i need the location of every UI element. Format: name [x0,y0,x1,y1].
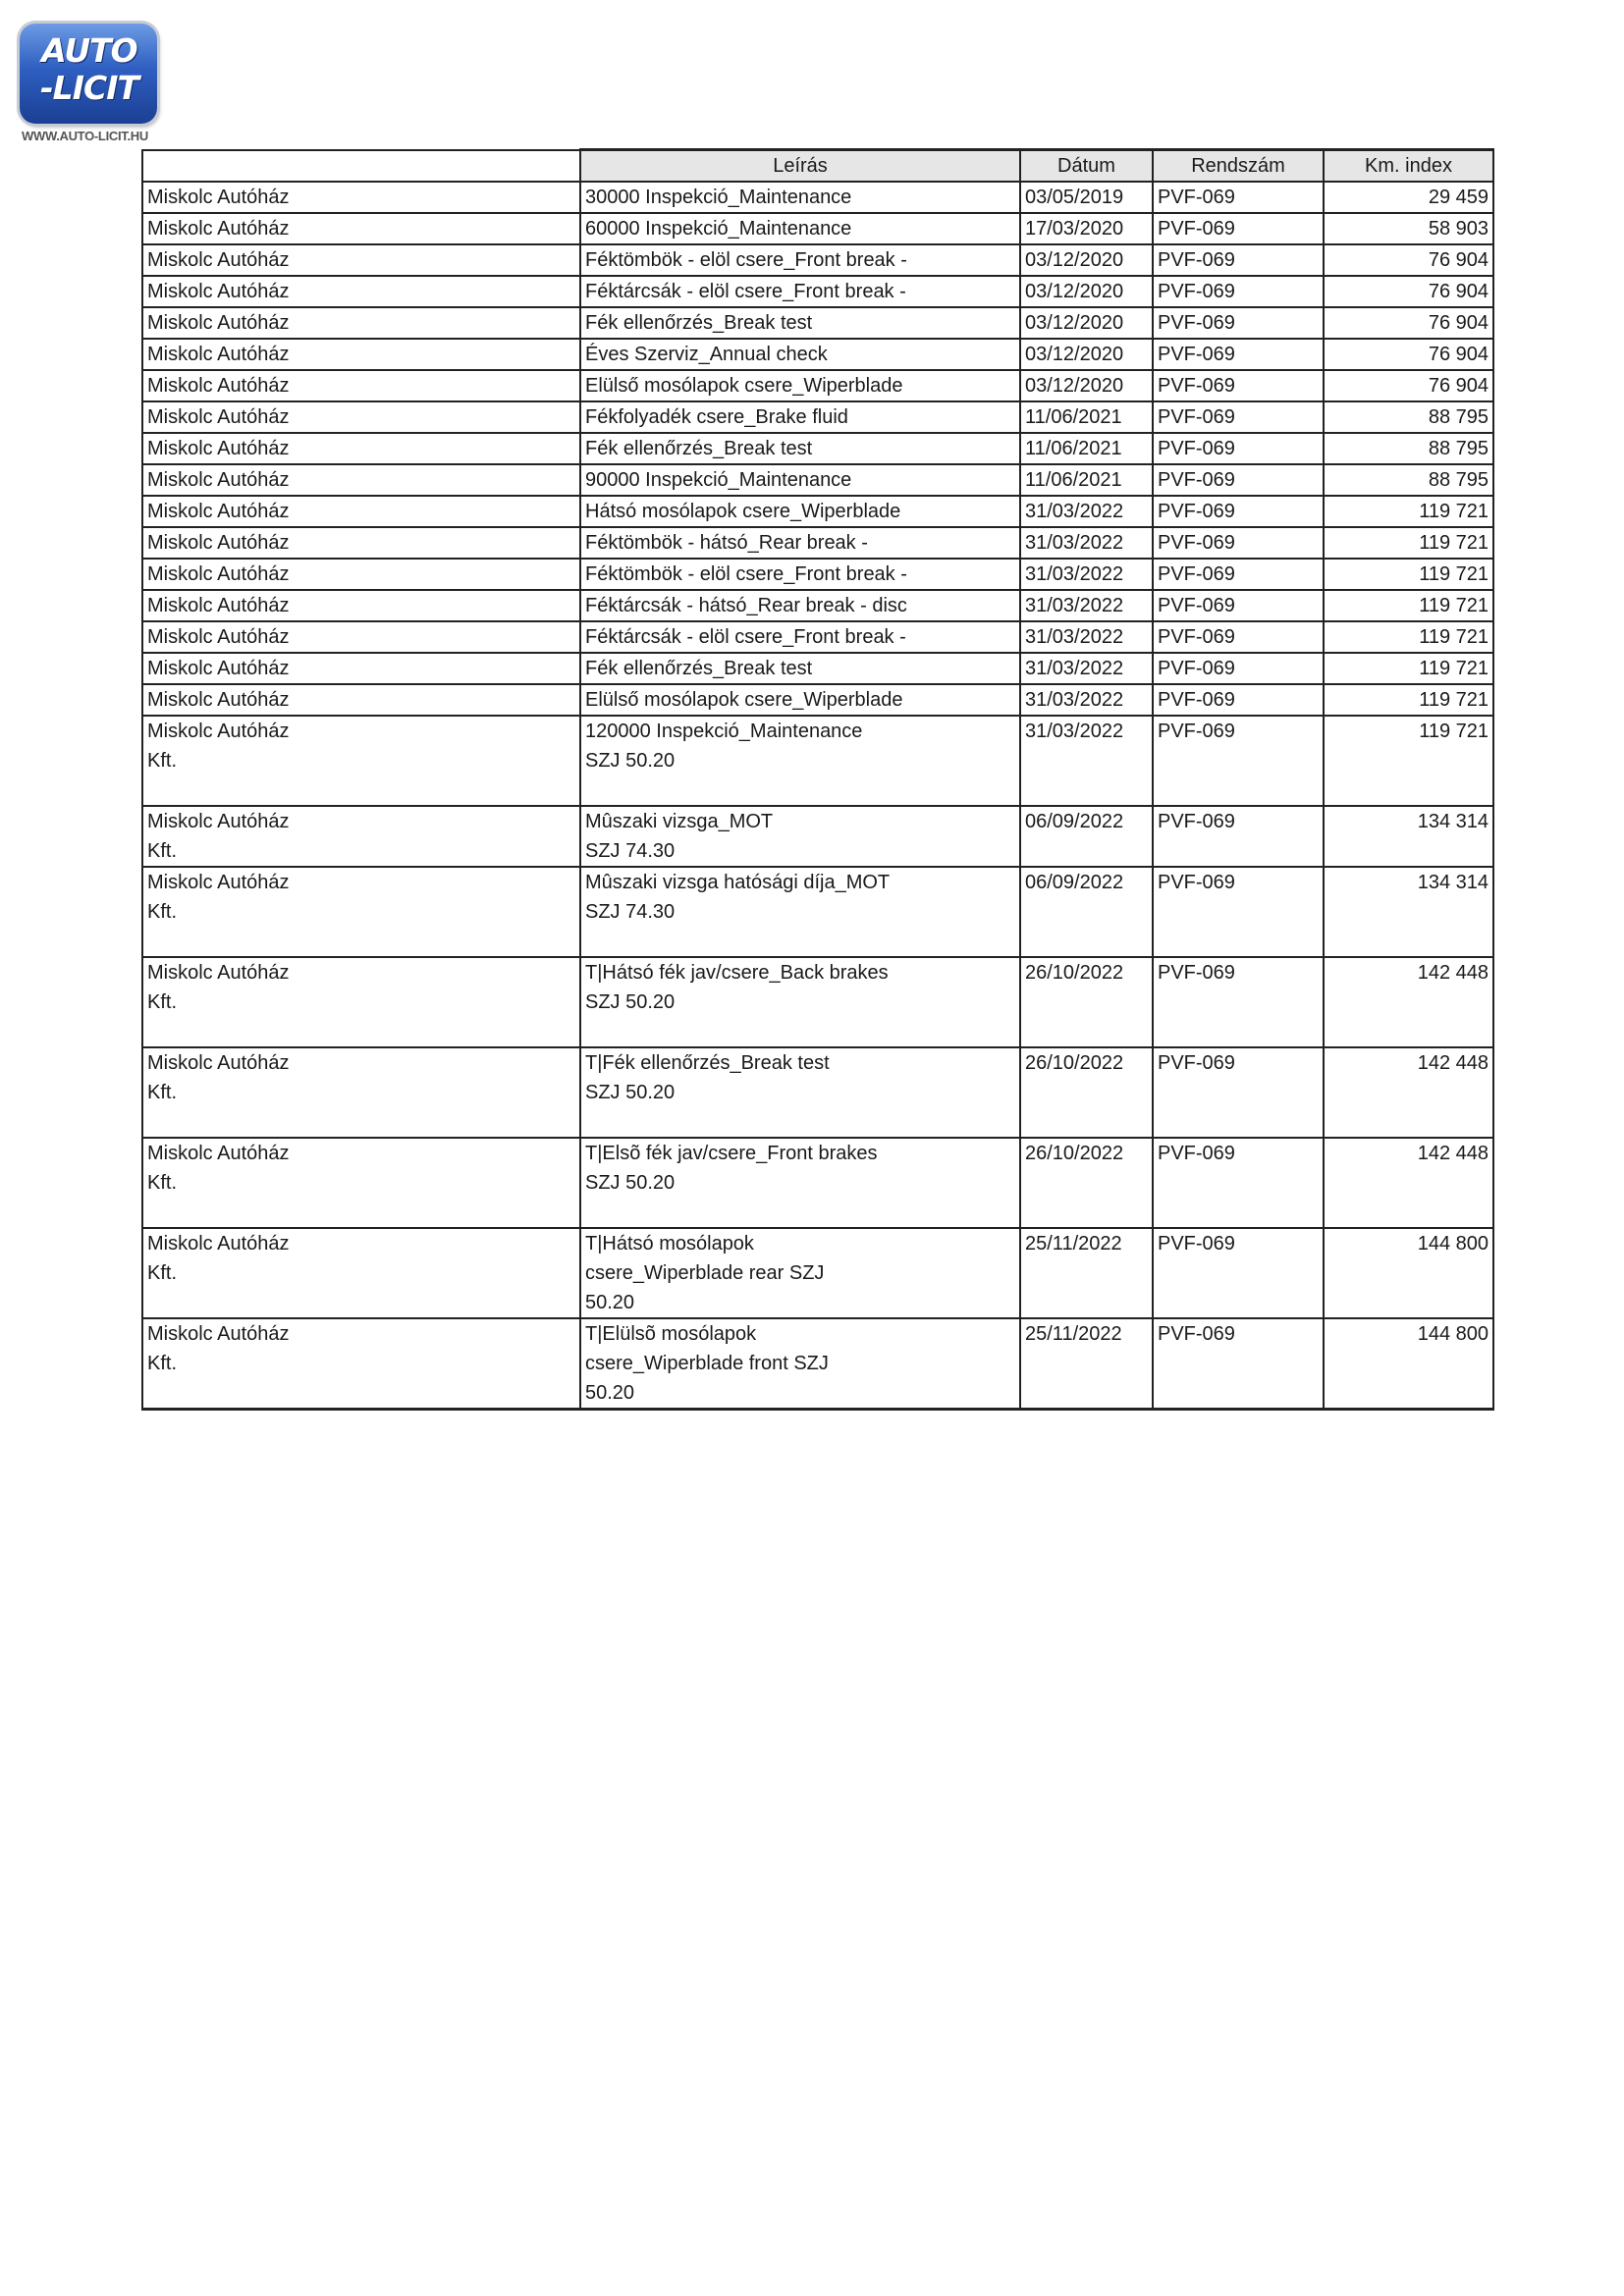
cell-plate: PVF-069 [1153,716,1324,806]
cell-workshop-line: Miskolc Autóház [147,375,290,397]
cell-workshop-line: Miskolc Autóház [147,532,290,554]
cell-description-line: csere_Wiperblade front SZJ [585,1353,829,1374]
cell-plate: PVF-069 [1153,559,1324,590]
header-plate: Rendszám [1153,150,1324,183]
cell-km-index: 134 314 [1324,867,1493,957]
cell-description-line: SZJ 50.20 [585,750,676,772]
cell-km-index: 119 721 [1324,653,1493,684]
auto-licit-logo [20,24,161,128]
cell-km-index: 88 795 [1324,464,1493,496]
cell-description-line: Fék ellenőrzés_Break test [585,658,813,679]
cell-workshop-line: Kft. [147,1262,178,1284]
cell-workshop-line: Kft. [147,1082,178,1103]
cell-description [580,464,1020,496]
table-row [142,244,1493,276]
cell-plate: PVF-069 [1153,1318,1324,1410]
table-row [142,806,1493,867]
cell-km-index: 88 795 [1324,401,1493,433]
cell-workshop [142,653,580,684]
cell-description [580,213,1020,244]
cell-km-index: 119 721 [1324,716,1493,806]
cell-description-line: Hátsó mosólapok csere_Wiperblade [585,501,901,522]
table-row [142,213,1493,244]
cell-description-line: Féktömbök - elöl csere_Front break - [585,249,907,271]
table-row [142,401,1493,433]
cell-description-line: 120000 Inspekció_Maintenance [585,721,863,742]
cell-plate: PVF-069 [1153,653,1324,684]
cell-workshop-line: Miskolc Autóház [147,1323,290,1345]
table-row [142,1318,1493,1410]
cell-workshop [142,496,580,527]
cell-description-line: Féktömbök - hátsó_Rear break - [585,532,868,554]
cell-plate: PVF-069 [1153,527,1324,559]
cell-km-index: 76 904 [1324,339,1493,370]
cell-description-line: SZJ 74.30 [585,840,676,862]
header-km-index: Km. index [1324,150,1493,183]
cell-description [580,370,1020,401]
cell-plate: PVF-069 [1153,244,1324,276]
cell-workshop [142,1318,580,1410]
cell-description-line: T|Fék ellenőrzés_Break test [585,1052,830,1074]
cell-description-line: Elülső mosólapok csere_Wiperblade [585,689,903,711]
cell-description-line: Fék ellenőrzés_Break test [585,312,813,334]
cell-plate: PVF-069 [1153,401,1324,433]
cell-workshop [142,307,580,339]
cell-description-line: Elülső mosólapok csere_Wiperblade [585,375,903,397]
cell-date: 25/11/2022 [1020,1318,1153,1410]
table-row [142,1138,1493,1228]
cell-plate: PVF-069 [1153,1138,1324,1228]
cell-description-line: T|Hátsó mosólapok [585,1233,754,1255]
header-description: Leírás [580,150,1020,183]
table-row [142,307,1493,339]
cell-workshop [142,867,580,957]
cell-description [580,653,1020,684]
cell-date: 31/03/2022 [1020,590,1153,621]
cell-workshop [142,182,580,213]
table-header-row [142,150,1493,183]
cell-workshop-line: Miskolc Autóház [147,312,290,334]
cell-km-index: 76 904 [1324,307,1493,339]
cell-description [580,1228,1020,1318]
cell-km-index: 119 721 [1324,621,1493,653]
table-row [142,684,1493,716]
cell-workshop [142,684,580,716]
cell-description-line: SZJ 50.20 [585,991,676,1013]
cell-plate: PVF-069 [1153,867,1324,957]
cell-km-index: 76 904 [1324,244,1493,276]
cell-description-line: SZJ 50.20 [585,1172,676,1194]
table-row [142,370,1493,401]
cell-workshop-line: Miskolc Autóház [147,689,290,711]
cell-date: 31/03/2022 [1020,653,1153,684]
cell-plate: PVF-069 [1153,684,1324,716]
cell-date: 26/10/2022 [1020,957,1153,1047]
cell-km-index: 119 721 [1324,684,1493,716]
cell-plate: PVF-069 [1153,590,1324,621]
cell-workshop-line: Kft. [147,991,178,1013]
cell-description [580,806,1020,867]
cell-description [580,182,1020,213]
cell-description-line: Fékfolyadék csere_Brake fluid [585,406,848,428]
cell-description [580,957,1020,1047]
cell-workshop [142,276,580,307]
cell-date: 03/05/2019 [1020,182,1153,213]
cell-km-index: 144 800 [1324,1318,1493,1410]
cell-description [580,621,1020,653]
cell-workshop [142,433,580,464]
cell-workshop-line: Miskolc Autóház [147,872,290,893]
cell-workshop [142,339,580,370]
header-workshop [142,150,580,183]
cell-description-line: Éves Szerviz_Annual check [585,344,828,365]
table-body [142,182,1493,1410]
cell-description [580,244,1020,276]
cell-km-index: 119 721 [1324,559,1493,590]
cell-workshop [142,621,580,653]
table-row [142,559,1493,590]
table-row [142,527,1493,559]
cell-km-index: 76 904 [1324,276,1493,307]
cell-plate: PVF-069 [1153,370,1324,401]
cell-workshop [142,1047,580,1138]
cell-workshop-line: Miskolc Autóház [147,344,290,365]
cell-description [580,527,1020,559]
cell-plate: PVF-069 [1153,464,1324,496]
cell-workshop [142,401,580,433]
cell-workshop-line: Miskolc Autóház [147,249,290,271]
cell-date: 31/03/2022 [1020,621,1153,653]
cell-date: 31/03/2022 [1020,716,1153,806]
cell-workshop-line: Kft. [147,750,178,772]
cell-workshop-line: Miskolc Autóház [147,1233,290,1255]
cell-date: 25/11/2022 [1020,1228,1153,1318]
cell-km-index: 142 448 [1324,1047,1493,1138]
cell-description [580,559,1020,590]
cell-description [580,716,1020,806]
cell-date: 11/06/2021 [1020,464,1153,496]
cell-workshop-line: Miskolc Autóház [147,218,290,240]
logo-url: WWW.AUTO-LICIT.HU [22,129,148,143]
table-row [142,957,1493,1047]
cell-description-line: 60000 Inspekció_Maintenance [585,218,852,240]
cell-workshop [142,464,580,496]
cell-date: 03/12/2020 [1020,276,1153,307]
cell-date: 17/03/2020 [1020,213,1153,244]
cell-description-line: 50.20 [585,1382,635,1404]
cell-description [580,1138,1020,1228]
cell-date: 06/09/2022 [1020,867,1153,957]
cell-workshop-line: Miskolc Autóház [147,626,290,648]
cell-description [580,276,1020,307]
cell-workshop [142,806,580,867]
cell-workshop [142,1228,580,1318]
cell-description [580,433,1020,464]
cell-description-line: Fék ellenőrzés_Break test [585,438,813,459]
cell-description-line: SZJ 50.20 [585,1082,676,1103]
cell-description [580,1318,1020,1410]
cell-description [580,496,1020,527]
cell-km-index: 76 904 [1324,370,1493,401]
cell-workshop [142,590,580,621]
cell-workshop-line: Kft. [147,1172,178,1194]
table-row [142,716,1493,806]
cell-plate: PVF-069 [1153,213,1324,244]
cell-plate: PVF-069 [1153,276,1324,307]
cell-date: 03/12/2020 [1020,307,1153,339]
cell-workshop-line: Miskolc Autóház [147,406,290,428]
cell-workshop-line: Miskolc Autóház [147,721,290,742]
cell-date: 03/12/2020 [1020,339,1153,370]
cell-plate: PVF-069 [1153,496,1324,527]
cell-description-line: T|Hátsó fék jav/csere_Back brakes [585,962,889,984]
cell-description-line: T|Elülsõ mosólapok [585,1323,757,1345]
logo-badge [20,24,157,124]
cell-description [580,684,1020,716]
cell-workshop-line: Miskolc Autóház [147,438,290,459]
cell-description-line: Mûszaki vizsga_MOT [585,811,774,832]
cell-date: 06/09/2022 [1020,806,1153,867]
cell-description [580,867,1020,957]
cell-km-index: 119 721 [1324,590,1493,621]
cell-date: 31/03/2022 [1020,527,1153,559]
cell-description [580,1047,1020,1138]
cell-workshop [142,559,580,590]
cell-workshop [142,957,580,1047]
cell-workshop-line: Miskolc Autóház [147,595,290,616]
table-row [142,590,1493,621]
table-row [142,621,1493,653]
cell-description-line: 90000 Inspekció_Maintenance [585,469,852,491]
cell-workshop [142,527,580,559]
cell-description-line: Féktárcsák - elöl csere_Front break - [585,281,906,302]
cell-workshop-line: Miskolc Autóház [147,1052,290,1074]
cell-km-index: 58 903 [1324,213,1493,244]
table-row [142,182,1493,213]
cell-plate: PVF-069 [1153,957,1324,1047]
cell-km-index: 119 721 [1324,527,1493,559]
cell-workshop [142,213,580,244]
cell-km-index: 142 448 [1324,1138,1493,1228]
cell-km-index: 29 459 [1324,182,1493,213]
cell-plate: PVF-069 [1153,1228,1324,1318]
table-row [142,433,1493,464]
cell-workshop-line: Kft. [147,840,178,862]
cell-date: 31/03/2022 [1020,559,1153,590]
cell-description-line: SZJ 74.30 [585,901,676,923]
cell-workshop-line: Kft. [147,1353,178,1374]
cell-description-line: csere_Wiperblade rear SZJ [585,1262,825,1284]
cell-description [580,401,1020,433]
table-row [142,867,1493,957]
cell-km-index: 142 448 [1324,957,1493,1047]
cell-description [580,590,1020,621]
cell-workshop-line: Miskolc Autóház [147,187,290,208]
cell-workshop [142,244,580,276]
cell-date: 31/03/2022 [1020,496,1153,527]
cell-km-index: 134 314 [1324,806,1493,867]
cell-description [580,307,1020,339]
cell-date: 26/10/2022 [1020,1138,1153,1228]
cell-plate: PVF-069 [1153,1047,1324,1138]
cell-date: 26/10/2022 [1020,1047,1153,1138]
cell-description-line: Féktárcsák - hátsó_Rear break - disc [585,595,907,616]
cell-description-line: 30000 Inspekció_Maintenance [585,187,852,208]
table-row [142,276,1493,307]
logo-text-line1: AUTO [41,31,137,70]
table-row [142,1228,1493,1318]
cell-plate: PVF-069 [1153,182,1324,213]
table-row [142,496,1493,527]
cell-workshop-line: Miskolc Autóház [147,281,290,302]
cell-description-line: Féktárcsák - elöl csere_Front break - [585,626,906,648]
cell-km-index: 119 721 [1324,496,1493,527]
cell-date: 11/06/2021 [1020,433,1153,464]
cell-plate: PVF-069 [1153,307,1324,339]
cell-workshop [142,1138,580,1228]
cell-plate: PVF-069 [1153,339,1324,370]
cell-workshop-line: Miskolc Autóház [147,469,290,491]
cell-workshop-line: Kft. [147,901,178,923]
header-date: Dátum [1020,150,1153,183]
cell-date: 03/12/2020 [1020,370,1153,401]
cell-workshop-line: Miskolc Autóház [147,501,290,522]
cell-workshop [142,370,580,401]
table-row [142,464,1493,496]
logo-text-line2: -LICIT [39,69,138,107]
service-history-table [141,148,1494,1411]
cell-km-index: 144 800 [1324,1228,1493,1318]
cell-date: 11/06/2021 [1020,401,1153,433]
cell-workshop-line: Miskolc Autóház [147,563,290,585]
cell-date: 31/03/2022 [1020,684,1153,716]
table-row [142,339,1493,370]
cell-workshop [142,716,580,806]
cell-description-line: Mûszaki vizsga hatósági díja_MOT [585,872,891,893]
cell-plate: PVF-069 [1153,621,1324,653]
cell-km-index: 88 795 [1324,433,1493,464]
cell-plate: PVF-069 [1153,433,1324,464]
cell-plate: PVF-069 [1153,806,1324,867]
cell-description-line: T|Elsõ fék jav/csere_Front brakes [585,1143,878,1164]
table-row [142,653,1493,684]
cell-date: 03/12/2020 [1020,244,1153,276]
cell-description-line: Féktömbök - elöl csere_Front break - [585,563,907,585]
cell-workshop-line: Miskolc Autóház [147,962,290,984]
cell-workshop-line: Miskolc Autóház [147,1143,290,1164]
table-row [142,1047,1493,1138]
cell-description [580,339,1020,370]
cell-description-line: 50.20 [585,1292,635,1313]
cell-workshop-line: Miskolc Autóház [147,811,290,832]
cell-workshop-line: Miskolc Autóház [147,658,290,679]
